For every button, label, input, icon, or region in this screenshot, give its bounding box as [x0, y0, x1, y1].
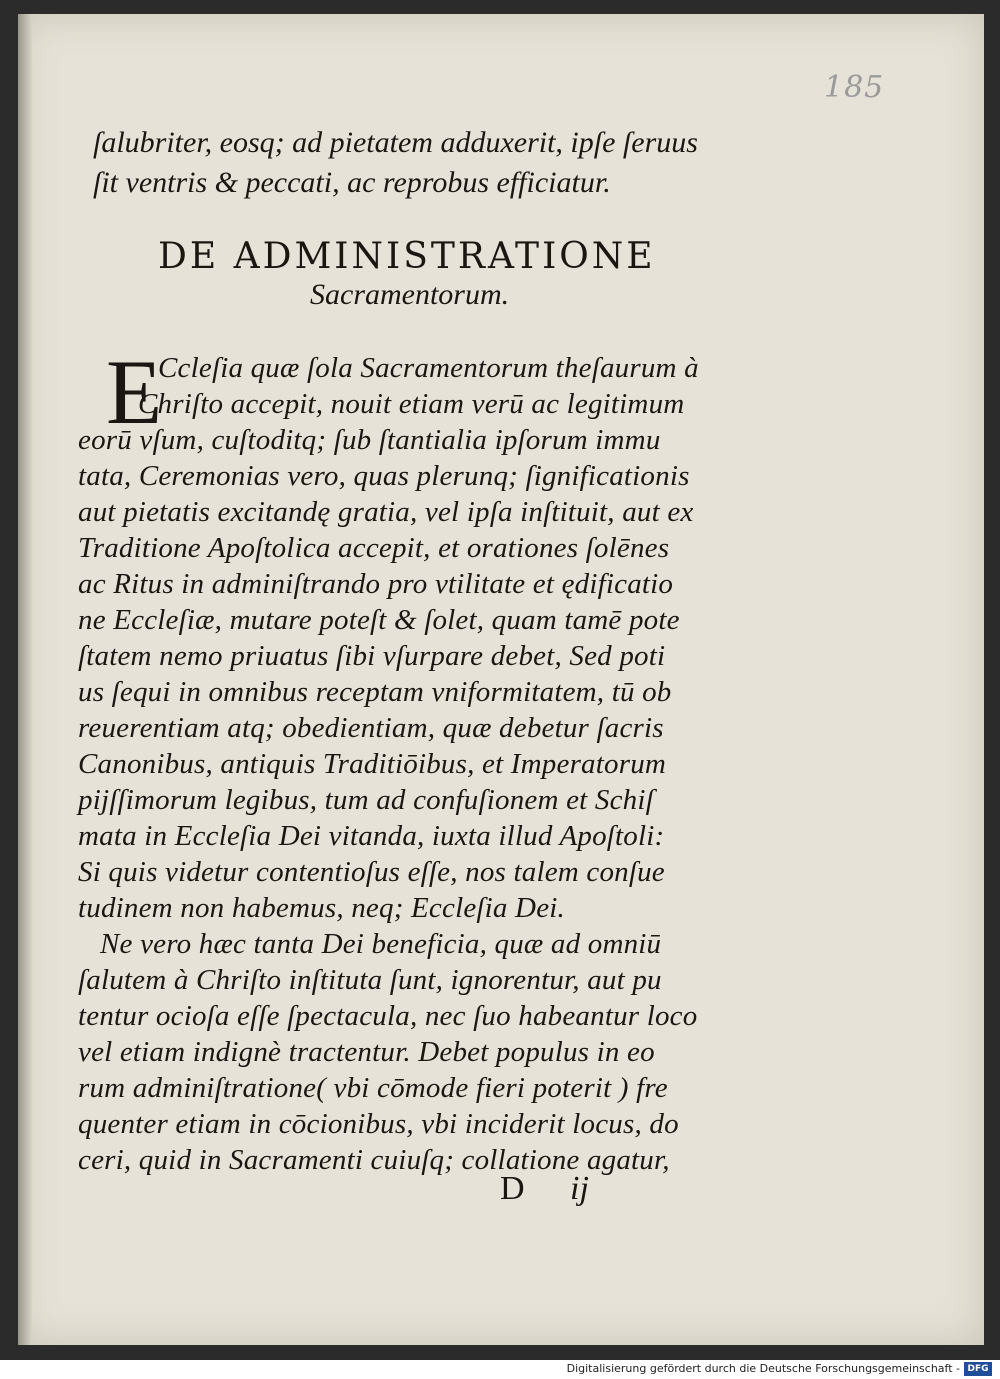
- folio-number: 185: [824, 70, 885, 105]
- intro-line-1: ſalubriter, eosq; ad pietatem adduxerit, ipſe ſeruus: [93, 126, 698, 159]
- page-gutter: [18, 14, 32, 1345]
- body-line-17: Ne vero hæc tanta Dei beneficia, quæ ad omniū: [100, 928, 662, 960]
- section-heading: DE ADMINISTRATIONE: [158, 236, 656, 277]
- body-line-23: ceri, quid in Sacramenti cuiuſq; collatione agatur,: [78, 1144, 670, 1176]
- body-line-19: tentur ocioſa eſſe ſpectacula, nec ſuo habeantur loco: [78, 1000, 698, 1032]
- body-line-2: Chriſto accepit, nouit etiam verū ac legitimum: [138, 388, 685, 420]
- body-line-1: Ccleſia quæ ſola Sacramentorum theſaurum à: [158, 352, 699, 384]
- intro-line-2: ſit ventris & peccati, ac reprobus efficiatur.: [93, 166, 611, 199]
- body-line-8: ne Eccleſiæ, mutare poteſt & ſolet, quam tamē pote: [78, 604, 680, 636]
- body-line-22: quenter etiam in cōcionibus, vbi inciderit locus, do: [78, 1108, 679, 1140]
- signature-mark: D: [500, 1170, 525, 1207]
- body-line-12: Canonibus, antiquis Traditiōibus, et Imperatorum: [78, 748, 667, 780]
- body-line-14: mata in Eccleſia Dei vitanda, iuxta illud Apoſtoli:: [78, 820, 665, 852]
- body-line-4: tata, Ceremonias vero, quas plerunq; ſignificationis: [78, 460, 690, 492]
- body-line-11: reuerentiam atq; obedientiam, quæ debetur ſacris: [78, 712, 664, 744]
- section-subheading: Sacramentorum.: [310, 278, 510, 311]
- signature-number: ij: [570, 1170, 589, 1207]
- body-line-3: eorū vſum, cuſtoditq; ſub ſtantialia ipſorum immu: [78, 424, 661, 456]
- dfg-logo-icon: DFG: [964, 1362, 992, 1376]
- body-line-21: rum adminiſtratione( vbi cōmode fieri poterit ) fre: [78, 1072, 668, 1104]
- body-line-5: aut pietatis excitandę gratia, vel ipſa inſtituit, aut ex: [78, 496, 694, 528]
- body-line-7: ac Ritus in adminiſtrando pro vtilitate et ędificatio: [78, 568, 674, 600]
- body-line-16: tudinem non habemus, neq; Eccleſia Dei.: [78, 892, 565, 924]
- funding-credit: Digitalisierung gefördert durch die Deutsche Forschungsgemeinschaft -: [566, 1362, 960, 1375]
- drop-cap: E: [106, 341, 163, 443]
- body-line-18: ſalutem à Chriſto inſtituta ſunt, ignorentur, aut pu: [78, 964, 662, 996]
- body-line-20: vel etiam indignè tractentur. Debet populus in eo: [78, 1036, 655, 1068]
- body-line-10: us ſequi in omnibus receptam vniformitatem, tū ob: [78, 676, 672, 708]
- body-line-13: pijſſimorum legibus, tum ad confuſionem et Schiſ: [78, 784, 654, 816]
- book-page: [18, 14, 984, 1345]
- body-line-9: ſtatem nemo priuatus ſibi vſurpare debet, Sed poti: [78, 640, 666, 672]
- body-line-6: Traditione Apoſtolica accepit, et orationes ſolēnes: [78, 532, 670, 564]
- body-line-15: Si quis videtur contentioſus eſſe, nos talem conſue: [78, 856, 665, 888]
